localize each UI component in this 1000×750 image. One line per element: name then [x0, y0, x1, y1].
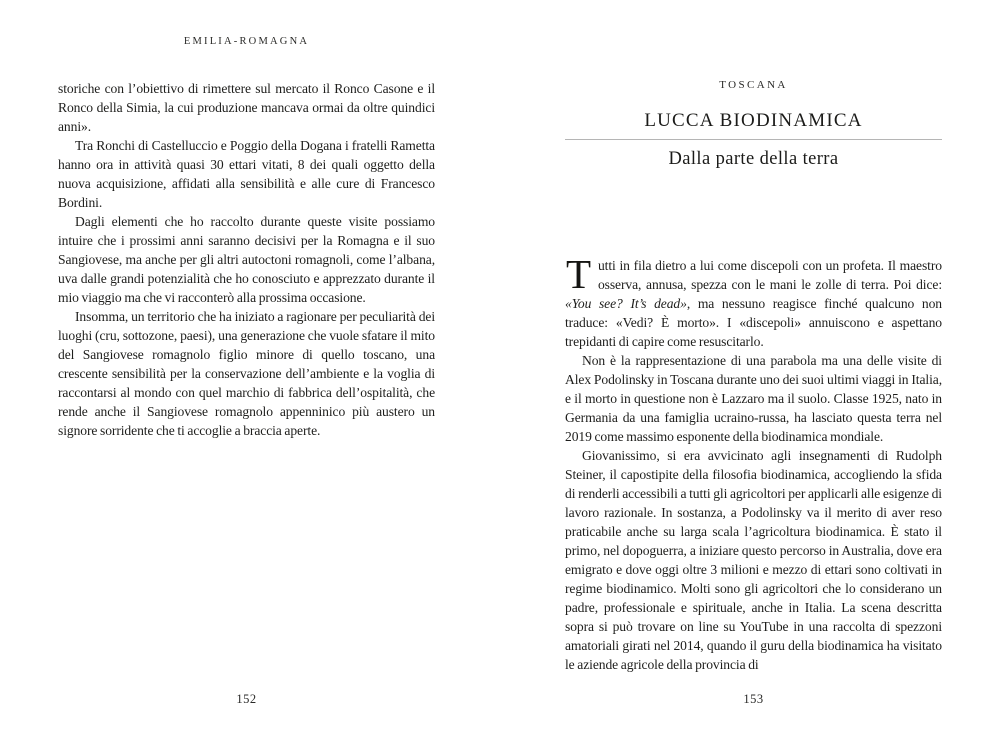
right-page-body	[565, 251, 942, 674]
page-left	[58, 0, 435, 750]
chapter-subtitle: Dalla parte della terra	[668, 149, 839, 169]
page-number-right: 153	[743, 692, 764, 706]
drop-cap: T	[566, 251, 591, 297]
title-rule	[565, 139, 942, 140]
paragraph: Non è la rappresentazione di una parabola ma una delle visite di Alex Podolinsky in Toscana durante uno dei suoi ultimi viaggi in Italia, e il morto in questione non è Lazzaro ma il suolo. Classe 1925, nato in Germania da una famiglia ucraino-russa, ha lasciato questa terra nel 2019 come massimo esponente della biodinamica mondiale.	[565, 353, 942, 444]
paragraph: Dagli elementi che ho raccolto durante queste visite possiamo intuire che i prossimi anni saranno decisivi per la Romagna e il suo Sangiovese, ma anche per gli altri autoctoni romagnoli, come l’albana, uva dalle grandi potenzialità che ho conosciuto e apprezzato durante il mio viaggio ma che vi racconterò alla prossima occasione.	[58, 214, 435, 305]
left-page-body	[58, 79, 435, 440]
paragraph: Tra Ronchi di Castelluccio e Poggio della Dogana i fratelli Rametta hanno ora in attività quasi 30 ettari vitati, 8 dei quali oggetto della nuova acquisizione, affidati alla sensibilità e alle cure di Francesco Bordini.	[58, 138, 435, 210]
page-number-left: 152	[236, 692, 257, 706]
paragraph-continuation: storiche con l’obiettivo di rimettere sul mercato il Ronco Casone e il Ronco della Simia, la cui produzione mancava ormai da oltre quindici anni».	[58, 81, 435, 134]
page-right	[565, 0, 942, 750]
opening-text: utti in fila dietro a lui come discepoli con un profeta. Il maestro osserva, annusa, spezza con le mani le zolle di terra. Poi dice:	[597, 258, 942, 292]
region-label: TOSCANA	[719, 79, 788, 91]
opening-quote-italic: «You see? It’s dead»	[565, 296, 687, 311]
paragraph: Insomma, un territorio che ha iniziato a ragionare per peculiarità dei luoghi (cru, sottozone, paesi), una generazione che vuole sfatare il mito del Sangiovese romagnolo figlio minore di quello toscano, una crescente sensibilità per la conservazione dell’ambiente e la voglia di raccontarsi al mondo con quel marchio di fabbrica dell’ospitalità, che rende anche il Sangiovese romagnolo appenninico più austero un signore sorridente che ti accoglie a braccia aperte.	[58, 309, 435, 438]
opening-text-after: , ma nessuno reagisce finché qualcuno non traduce: «Vedi? È morto». I «discepoli» annuiscono e aspettano trepidanti di capire come resuscitarlo.	[565, 296, 942, 349]
opening-paragraph	[565, 251, 942, 351]
running-head-left: EMILIA-ROMAGNA	[183, 36, 310, 47]
paragraph: Giovanissimo, si era avvicinato agli insegnamenti di Rudolph Steiner, il capostipite della filosofia biodinamica, accogliendo la sfida di renderli accessibili a tutti gli agricoltori per applicarli alle esigenze di lavoro razionale. In sostanza, a Podolinsky va il merito di aver reso praticabile anche su larga scala l’agricoltura biodinamica. È stato il primo, nel dopoguerra, a iniziare questo percorso in Australia, dove era emigrato e dove oggi oltre 3 milioni e mezzo di ettari sono coltivati in regime biodinamico. Molti sono gli agricoltori che lo considerano un padre, professionale e spirituale, anche in Italia. La scena descritta sopra si può trovare on line su YouTube in una raccolta di spezzoni amatoriali girati nel 2014, quando il guru della biodinamica ha visitato le aziende agricole della provincia di	[565, 448, 942, 672]
chapter-title: LUCCA BIODINAMICA	[644, 110, 863, 131]
